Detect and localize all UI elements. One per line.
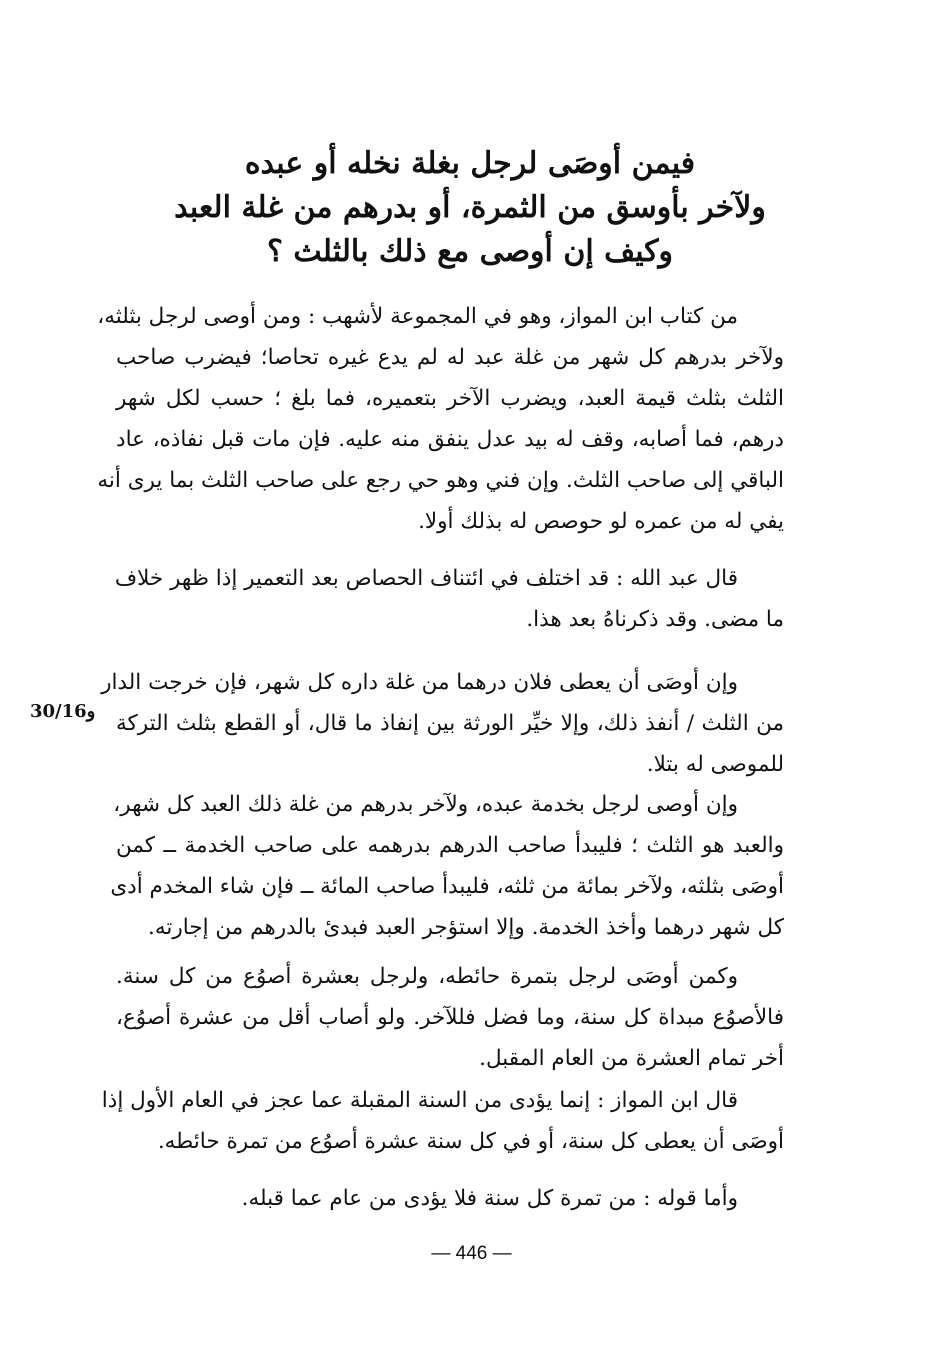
text-line: أوصَى بثلثه، ولآخر بمائة من ثلثه، فليبدأ صاحب المائة ــ فإن شاء المخدم أدى [110,874,784,899]
text-line: درهم، فما أصابه، وقف له بيد عدل ينفق منه عليه. فإن مات قبل نفاذه، عاد [116,427,784,452]
text-line: قال عبد الله : قد اختلف في ائتناف الحصاص بعد التعمير إذا ظهر خلاف [114,566,738,591]
margin-folio-note: 30/16و [30,701,96,722]
text-line: الثلث بثلث قيمة العبد، ويضرب الآخر بتعميره، فما بلغ ؛ حسب لكل شهر [116,386,784,411]
paragraph-2 [116,558,784,640]
chapter-heading [150,142,790,274]
heading-line-1: فيمن أوصَى لرجل بغلة نخله أو عبده [244,146,696,181]
text-line: وكمن أوصَى لرجل بتمرة حائطه، ولرجل بعشرة أصوُع من كل سنة. [116,964,738,989]
paragraph-5 [116,956,784,1079]
text-line: ولآخر بدرهم كل شهر من غلة عبد له لم يدع غيره تحاصا؛ فيضرب صاحب [116,345,784,370]
text-line: من الثلث / أنفذ ذلك، وإلا خيِّر الورثة بين إنفاذ ما قال، أو القطع بثلث التركة [116,711,784,736]
paragraph-4 [110,784,784,948]
text-line: والعبد هو الثلث ؛ فليبدأ صاحب الدرهم بدرهمه على صاحب الخدمة ــ كمن [116,833,784,858]
text-line: ما مضى. وقد ذكرناهُ بعد هذا. [526,607,784,632]
text-line: وإن أوصى لرجل بخدمة عبده، ولآخر بدرهم من غلة ذلك العبد كل شهر، [113,792,738,817]
paragraph-3 [101,662,784,785]
page-number: — 446 — [431,1243,512,1264]
text-line: وإن أوصَى أن يعطى فلان درهما من غلة داره كل شهر، فإن خرجت الدار [101,670,738,695]
text-line: فالأصوُع مبداة كل سنة، وما فضل فللآخر. ولو أصاب أقل من عشرة أصوُع، [116,1005,784,1030]
paragraph-7 [116,1178,784,1219]
text-line: وأما قوله : من تمرة كل سنة فلا يؤدى من عام عما قبله. [241,1186,738,1211]
paragraph-1 [97,296,784,542]
text-line: للموصى له بتلا. [646,752,784,777]
text-line: كل شهر درهما وأخذ الخدمة. وإلا استؤجر العبد فبدئ بالدرهم من إجارته. [148,915,784,940]
text-line: يفي له من عمره لو حوصص له بذلك أولا. [418,509,784,534]
text-line: أخر تمام العشرة من العام المقبل. [479,1046,784,1071]
text-line: الباقي إلى صاحب الثلث. وإن فني وهو حي رجع على صاحب الثلث بما يرى أنه [97,468,784,493]
text-line: أوصَى أن يعطى كل سنة، أو في كل سنة عشرة أصوُع من تمرة حائطه. [157,1129,784,1154]
text-line: من كتاب ابن المواز، وهو في المجموعة لأشهب : ومن أوصى لرجل بثلثه، [97,304,738,329]
heading-line-2: ولآخر بأوسق من الثمرة، أو بدرهم من غلة العبد [174,190,766,225]
text-line: قال ابن المواز : إنما يؤدى من السنة المقبلة عما عجز في العام الأول إذا [101,1088,738,1113]
heading-line-3: وكيف إن أوصى مع ذلك بالثلث ؟ [266,234,674,269]
paragraph-6 [101,1080,784,1162]
